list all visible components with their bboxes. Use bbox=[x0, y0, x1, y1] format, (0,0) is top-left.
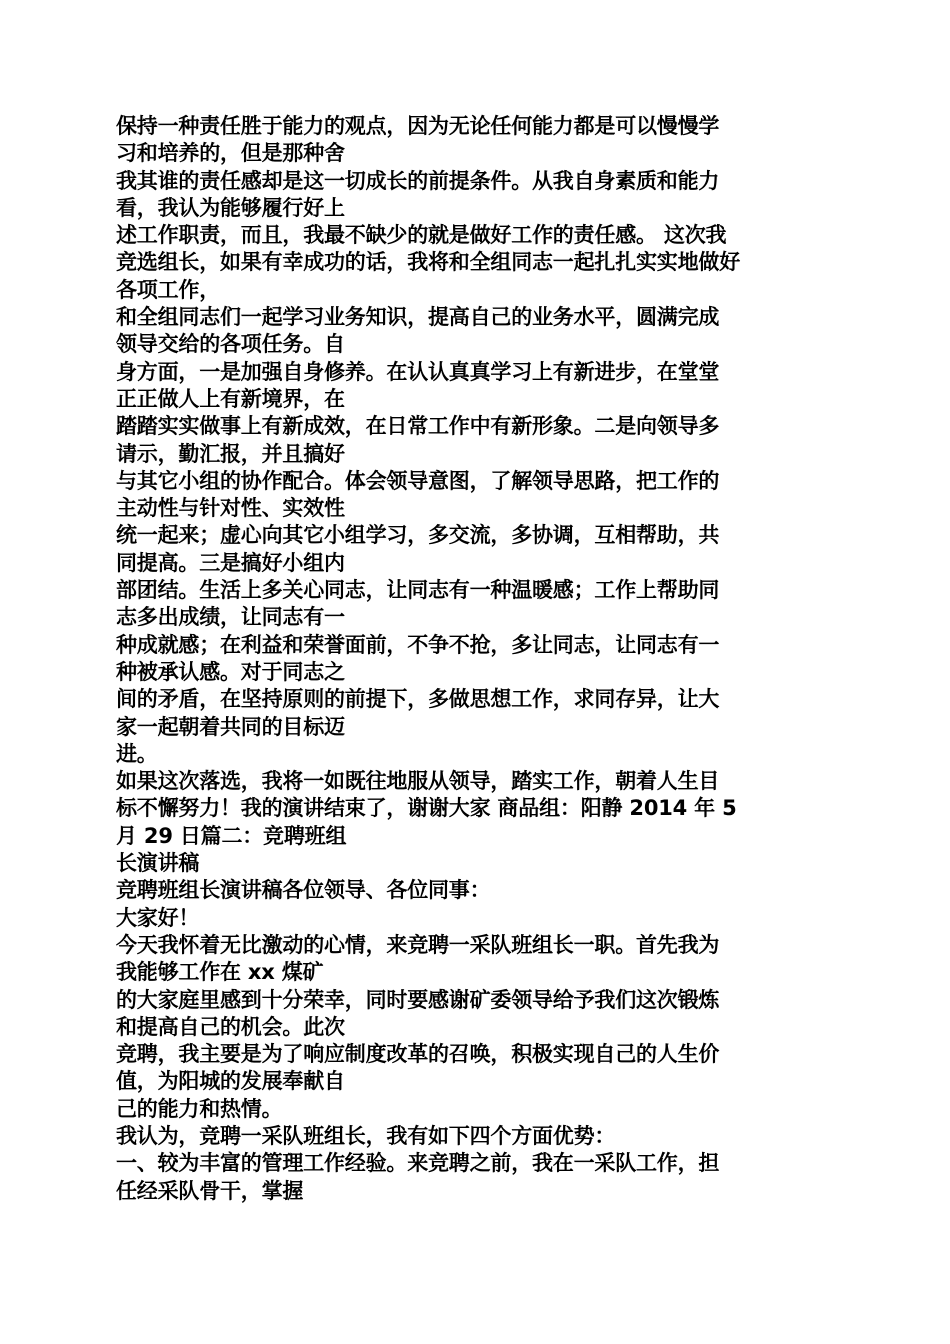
text-line: 长演讲稿 bbox=[116, 851, 200, 876]
text-line: 任经采队骨干，掌握 bbox=[116, 1178, 304, 1203]
text-line: 习和培养的，但是那种舍 bbox=[116, 141, 345, 166]
text-line: 竞选组长，如果有幸成功的话，我将和全组同志一起扎扎实实地做好 bbox=[116, 250, 740, 275]
text-line: 进。 bbox=[116, 741, 158, 766]
text-line: 我其谁的责任感却是这一切成长的前提条件。从我自身素质和能力 bbox=[116, 168, 720, 193]
document-body bbox=[116, 113, 836, 1205]
text-line: 部团结。生活上多关心同志，让同志有一种温暖感；工作上帮助同 bbox=[116, 578, 720, 603]
text-line: 家一起朝着共同的目标迈 bbox=[116, 714, 345, 739]
text-line: 种被承认感。对于同志之 bbox=[116, 659, 345, 684]
text-line: 志多出成绩，让同志有一 bbox=[116, 605, 345, 630]
text-line: 看，我认为能够履行好上 bbox=[116, 195, 345, 220]
text-line: 领导交给的各项任务。自 bbox=[116, 332, 345, 357]
text-line: 请示，勤汇报，并且搞好 bbox=[116, 441, 345, 466]
text-line: 和全组同志们一起学习业务知识，提高自己的业务水平，圆满完成 bbox=[116, 305, 720, 330]
text-line: 己的能力和热情。 bbox=[116, 1096, 283, 1121]
text-line: 与其它小组的协作配合。体会领导意图，了解领导思路，把工作的 bbox=[116, 468, 720, 493]
text-line: 正正做人上有新境界，在 bbox=[116, 386, 345, 411]
text-line: 今天我怀着无比激动的心情，来竞聘一采队班组长一职。首先我为 bbox=[116, 932, 720, 957]
text-line: 和提高自己的机会。此次 bbox=[116, 1014, 345, 1039]
text-line: 值，为阳城的发展奉献自 bbox=[116, 1069, 345, 1094]
text-line: 间的矛盾，在坚持原则的前提下，多做思想工作，求同存异，让大 bbox=[116, 687, 720, 712]
text-line: 各项工作， bbox=[116, 277, 220, 302]
text-line: 保持一种责任胜于能力的观点，因为无论任何能力都是可以慢慢学 bbox=[116, 114, 720, 138]
text-line: 大家好！ bbox=[116, 905, 200, 930]
text-line: 一、较为丰富的管理工作经验。来竞聘之前，我在一采队工作，担 bbox=[116, 1151, 720, 1176]
text-line: 主动性与针对性、实效性 bbox=[116, 496, 345, 521]
text-line: 我能够工作在 xx 煤矿 bbox=[116, 960, 324, 985]
text-line: 我认为，竞聘一采队班组长，我有如下四个方面优势： bbox=[116, 1123, 616, 1148]
text-line: 竞聘班组长演讲稿各位领导、各位同事： bbox=[116, 878, 491, 903]
text-line: 统一起来；虚心向其它小组学习，多交流，多协调，互相帮助，共 bbox=[116, 523, 720, 548]
text-line: 踏踏实实做事上有新成效，在日常工作中有新形象。二是向领导多 bbox=[116, 414, 720, 439]
text-line: 述工作职责，而且，我最不缺少的就是做好工作的责任感。 这次我 bbox=[116, 223, 727, 248]
text-line: 同提高。三是搞好小组内 bbox=[116, 550, 345, 575]
text-line: 竞聘，我主要是为了响应制度改革的召唤，积极实现自己的人生价 bbox=[116, 1042, 720, 1067]
text-line: 种成就感；在利益和荣誉面前，不争不抢，多让同志，让同志有一 bbox=[116, 632, 720, 657]
text-line: 身方面，一是加强自身修养。在认认真真学习上有新进步，在堂堂 bbox=[116, 359, 720, 384]
text-line: 如果这次落选，我将一如既往地服从领导，踏实工作，朝着人生目 bbox=[116, 769, 720, 794]
text-line: 月 29 日篇二：竞聘班组 bbox=[116, 823, 347, 848]
text-line: 标不懈努力！我的演讲结束了，谢谢大家 商品组：阳静 2014 年 5 bbox=[116, 796, 737, 821]
text-line: 的大家庭里感到十分荣幸，同时要感谢矿委领导给予我们这次锻炼 bbox=[116, 987, 720, 1012]
